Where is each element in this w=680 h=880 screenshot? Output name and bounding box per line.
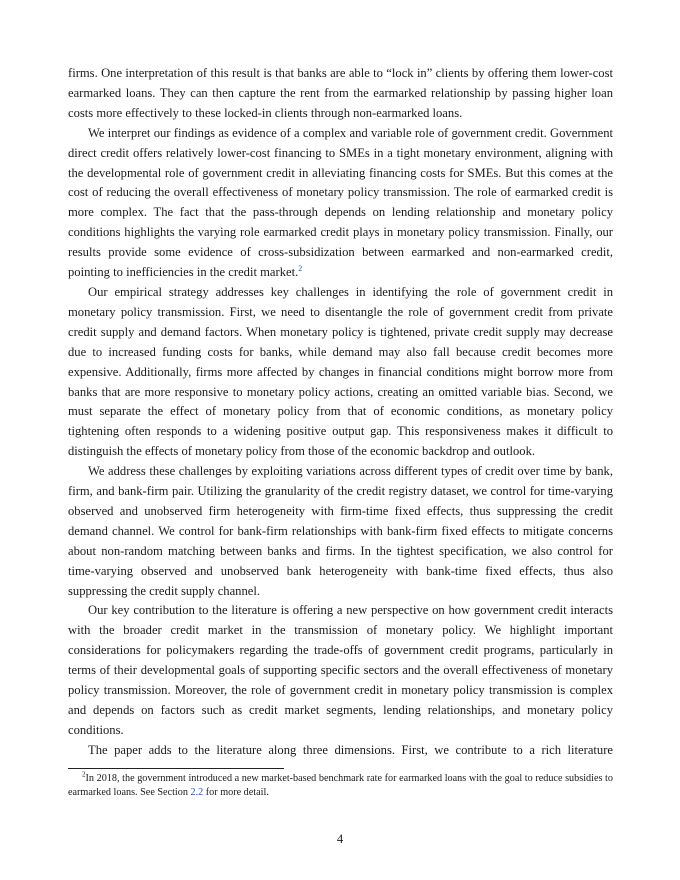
footnote-2-ref-link[interactable]: 2 (298, 263, 303, 273)
footnote-divider (68, 768, 284, 769)
paragraph-1: firms. One interpretation of this result is that banks are able to “lock in” clients by offering them lower-cost earmarked loans. They can then capture the rent from the earmarked relationship by passing higher loan costs more effectively to these locked-in clients through non-earmarked loans. (68, 66, 613, 120)
paragraph-6: The paper adds to the literature along three dimensions. First, we contribute to a rich literature (88, 742, 613, 757)
paragraph-5: Our key contribution to the literature is offering a new perspective on how government credit interacts with the broader credit market in the transmission of monetary policy. We highlight important considerations for policymakers regarding the trade-offs of government credit programs, particularly in terms of their developmental goals of supporting specific sectors and the overall effectiveness of monetary policy transmission. Moreover, the role of government credit in monetary policy transmission is complex and depends on factors such as credit market segments, lending relationships, and monetary policy conditions. (68, 603, 613, 737)
paragraph-3: Our empirical strategy addresses key challenges in identifying the role of government credit in monetary policy transmission. First, we need to disentangle the role of government credit from private credit supply and demand factors. When monetary policy is tightened, private credit supply may decrease due to increased funding costs for banks, while demand may also fall because credit becomes more expensive. Additionally, firms more affected by changes in financial conditions might borrow more from banks that are more responsive to monetary policy actions, creating an omitted variable bias. Second, we must separate the effect of monetary policy from that of economic conditions, as monetary policy tightening often responds to a widening positive output gap. This responsiveness makes it difficult to distinguish the effects of monetary policy from those of the economic backdrop and outlook. (68, 284, 613, 459)
body-text (68, 64, 613, 761)
paragraph-4: We address these challenges by exploiting variations across different types of credit over time by bank, firm, and bank-firm pair. Utilizing the granularity of the credit registry dataset, we control for time-varying observed and unobserved firm heterogeneity with firm-time fixed effects, thus suppressing the credit demand channel. We control for bank-firm relationships with bank-firm fixed effects to mitigate concerns about non-random matching between banks and firms. In the tightest specification, we also control for time-varying observed and unobserved bank heterogeneity with bank-time fixed effects, thus also suppressing the credit supply channel. (68, 464, 613, 598)
footnote-number: 2 (82, 770, 86, 779)
section-2-2-link[interactable]: 2.2 (190, 787, 204, 799)
footnote-area (68, 768, 613, 800)
footnote-2: $^2$In 2018, the government introduced a new market-based benchmark rate for earmarked loans with the goal to reduce subsidies to earmarked loans. See Section 2.2 for more detail. (68, 770, 613, 799)
page-number: 4 (336, 832, 344, 846)
paragraph-2: We interpret our findings as evidence of a complex and variable role of government credit. Government direct credit offers relatively lower-cost financing to SMEs in a tight monetary environment, aligning with the developmental role of government credit in alleviating financing costs for SMEs. But this comes at the cost of reducing the overall effectiveness of monetary policy transmission. The role of earmarked credit is more complex. The fact that the pass-through depends on lending relationship and monetary policy conditions highlights the varying role earmarked credit plays in monetary policy transmission. Finally, our results provide some evidence of cross-subsidization between earmarked and non-earmarked credit, pointing to inefficiencies in the credit market.$^2$ (68, 125, 613, 280)
